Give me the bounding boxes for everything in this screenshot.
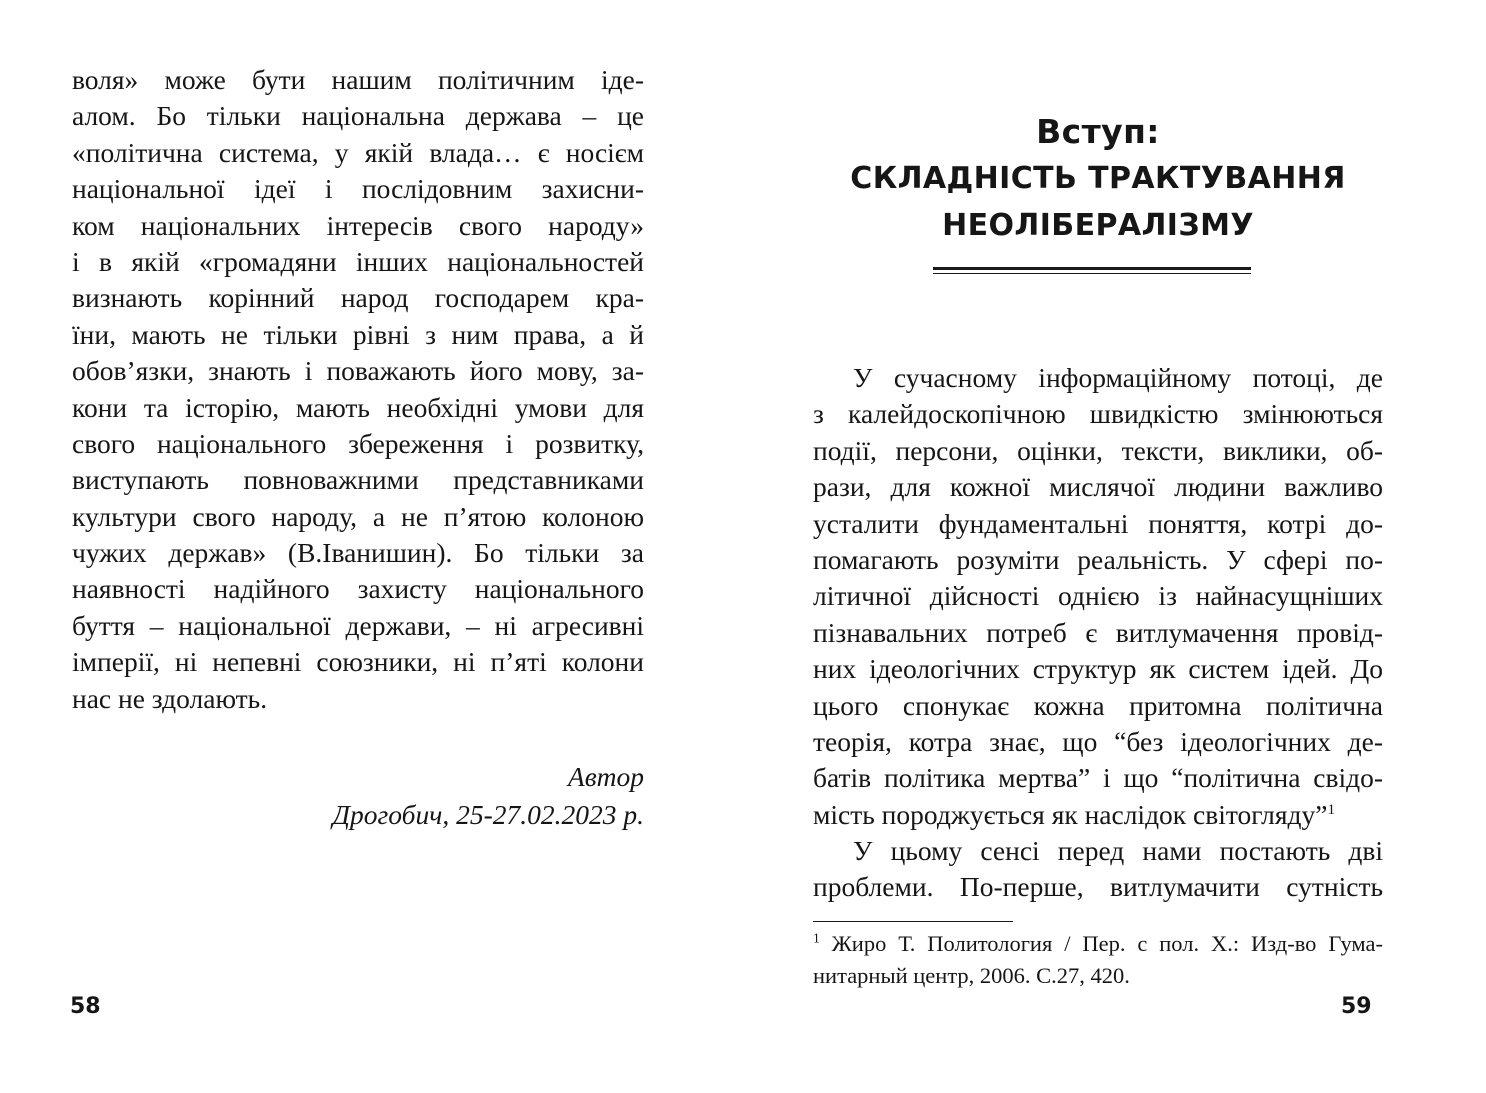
text-line: них ідеологічних структур як систем ідей. До — [813, 653, 1383, 685]
text-line-content: мість породжується як наслідок світогляду” — [813, 798, 1328, 830]
heading-line: СКЛАДНІСТЬ ТРАКТУВАННЯ — [850, 161, 1346, 196]
signature-place-date: Дрогобич, 25-27.02.2023 р. — [332, 799, 644, 830]
text-line: усталити фундаментальні поняття, котрі до- — [813, 507, 1383, 539]
right-page — [743, 0, 1486, 1093]
text-line: «політична система, у якій влада… є носієм — [72, 136, 644, 168]
text-line: чужих держав» (В.Іванишин). Бо тільки за — [72, 537, 644, 569]
right-page-body — [813, 360, 1383, 906]
page-number-left: 58 — [70, 994, 101, 1019]
text-line: буття – національної держави, – ні агресивні — [72, 609, 644, 641]
text-line: пізнавальних потреб є витлумачення провід- — [813, 616, 1383, 648]
text-line: батів політика мертва” і що “політична свідо- — [813, 762, 1383, 794]
text-line: нас не здолають. — [72, 682, 268, 714]
text-line: літичної дійсності однією із найнасущніших — [813, 580, 1383, 612]
text-line: їни, мають не тільки рівні з ним права, а й — [72, 318, 644, 350]
text-line: національної ідеї і послідовним захисни- — [72, 173, 644, 205]
signature-author: Автор — [567, 761, 644, 792]
text-line — [813, 797, 1383, 833]
text-line: обов’язки, знають і поважають його мову, за- — [72, 355, 644, 387]
text-line: кони та історію, мають необхідні умови для — [72, 391, 644, 423]
footnote-text: Жиро Т. Политология / Пер. с пол. Х.: Изд-во Гума- — [819, 931, 1383, 956]
text-line: проблеми. По-перше, витлумачити сутність — [813, 871, 1383, 903]
text-line: рази, для кожної мислячої людини важливо — [813, 471, 1383, 503]
page-number-right: 59 — [1341, 994, 1372, 1019]
footnote-divider — [813, 921, 1013, 922]
text-line: визнають корінний народ господарем кра- — [72, 282, 644, 314]
text-line: з калейдоскопічною швидкістю змінюються — [813, 398, 1383, 430]
heading-line: Вступ: — [1036, 112, 1160, 151]
text-line: теорія, котра знає, що “без ідеологічних де- — [813, 725, 1383, 757]
footnote-number: 1 — [813, 930, 820, 946]
text-line: свого національного збереження і розвитку, — [72, 427, 644, 459]
left-page-paragraph — [72, 62, 644, 717]
heading-divider — [933, 267, 1251, 270]
heading-line: НЕОЛІБЕРАЛІЗМУ — [942, 208, 1254, 243]
footnote — [813, 928, 1383, 992]
footnote-line — [813, 928, 1383, 960]
text-line: У сучасному інформаційному потоці, де — [853, 362, 1383, 393]
footnote-reference[interactable]: 1 — [1327, 801, 1336, 818]
text-line: виступають повноважними представниками — [72, 464, 644, 496]
text-line: помагають розуміти реальність. У сфері по- — [813, 543, 1383, 575]
text-line: події, персони, оцінки, тексти, виклики, об- — [813, 434, 1383, 466]
text-line: ком національних інтересів свого народу» — [72, 209, 644, 241]
text-line: цього спонукає кожна притомна політична — [813, 689, 1383, 721]
text-line: У цьому сенсі перед нами постають дві — [853, 835, 1383, 867]
footnote-line: нитарный центр, 2006. С.27, 420. — [813, 963, 1130, 988]
text-line: наявності надійного захисту національного — [72, 573, 644, 605]
text-line: культури свого народу, а не п’ятою колоною — [72, 500, 644, 532]
text-line: алом. Бо тільки національна держава – це — [72, 100, 644, 132]
text-line: і в якій «громадяни інших національностей — [72, 245, 644, 277]
signature-block — [240, 758, 644, 834]
text-line: воля» може бути нашим політичним іде- — [72, 64, 644, 95]
chapter-heading — [813, 108, 1383, 249]
text-line: імперії, ні непевні союзники, ні п’яті колони — [72, 646, 644, 678]
